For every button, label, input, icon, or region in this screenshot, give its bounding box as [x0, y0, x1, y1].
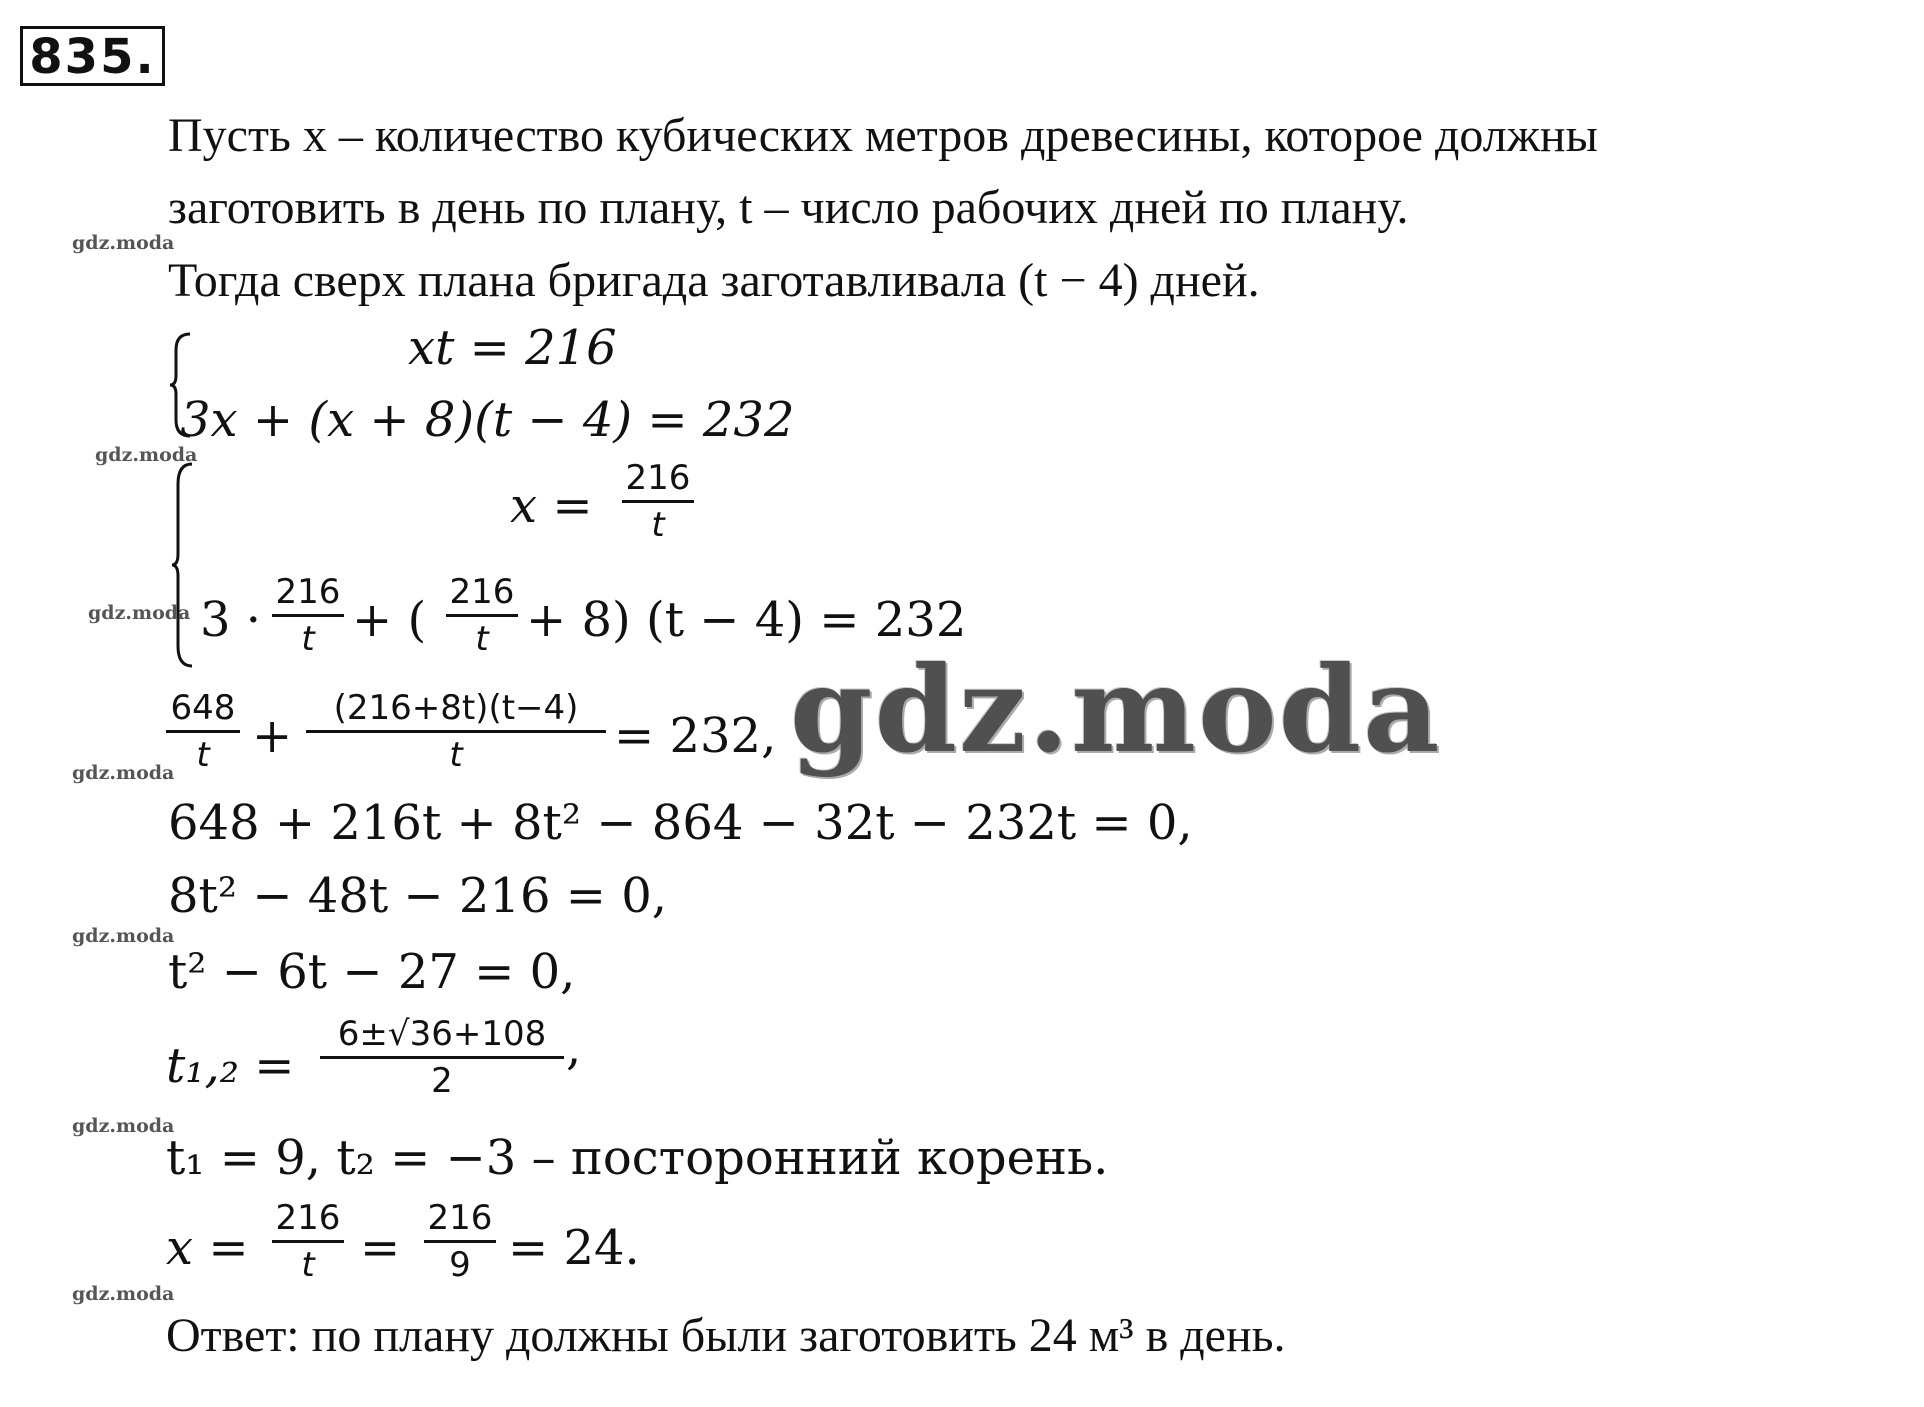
- watermark-small: gdz.moda: [72, 925, 175, 947]
- fraction-denominator: t: [475, 619, 489, 659]
- fraction-denominator: 9: [449, 1245, 471, 1285]
- intro-line-2: заготовить в день по плану, t – число рабочих дней по плану.: [168, 181, 1409, 234]
- roots-fraction: [320, 1014, 564, 1101]
- fraction-denominator: t: [651, 505, 665, 545]
- fraction-denominator: t: [449, 735, 463, 775]
- system1-eq1: xt = 216: [408, 320, 617, 376]
- system2-eq1-fraction: [622, 458, 694, 545]
- step3-fraction1: [166, 688, 240, 775]
- fraction-numerator: 216: [275, 1198, 341, 1238]
- fraction-numerator: 216: [625, 458, 691, 498]
- system2-eq2-fraction2: [446, 572, 518, 659]
- fraction-denominator: t: [196, 735, 210, 775]
- system2-eq2-end: + 8) (t − 4) = 232: [526, 592, 967, 648]
- x-value-eq: =: [360, 1220, 401, 1276]
- x-value-fraction2: [424, 1198, 496, 1285]
- fraction-numerator: (216+8t)(t−4): [333, 688, 579, 728]
- intro-line-1: Пусть x – количество кубических метров древесины, которое должны: [168, 109, 1598, 162]
- fraction-denominator: 2: [431, 1061, 453, 1101]
- system2-eq2-mid: + (: [352, 592, 427, 648]
- step3-rhs: = 232,: [614, 708, 777, 764]
- x-value-lhs: x =: [166, 1220, 249, 1276]
- fraction-numerator: 216: [449, 572, 515, 612]
- system2-eq2-fraction1: [272, 572, 344, 659]
- system2-eq2-coef: 3 ·: [200, 592, 262, 648]
- system2-brace: [170, 460, 194, 670]
- answer: Ответ: по плану должны были заготовить 24 м³ в день.: [166, 1309, 1286, 1362]
- step3-fraction2: [306, 688, 606, 775]
- intro-line-3: Тогда сверх плана бригада заготавливала (t − 4) дней.: [168, 254, 1260, 307]
- problem-number: 835.: [20, 26, 165, 86]
- fraction-denominator: t: [301, 619, 315, 659]
- roots-lhs: t₁,₂ =: [166, 1038, 295, 1094]
- watermark-logo: gdz.moda: [790, 640, 1442, 779]
- step3-plus: +: [252, 708, 293, 764]
- roots-values: t₁ = 9, t₂ = −3 – посторонний корень.: [166, 1130, 1109, 1186]
- system1-eq2: 3x + (x + 8)(t − 4) = 232: [180, 392, 795, 448]
- fraction-numerator: 216: [275, 572, 341, 612]
- system2-eq1-lhs: x =: [510, 478, 593, 534]
- step4: 648 + 216t + 8t² − 864 − 32t − 232t = 0,: [168, 795, 1193, 851]
- fraction-numerator: 648: [170, 688, 236, 728]
- fraction-numerator: 6±√36+108: [337, 1014, 547, 1054]
- watermark-small: gdz.moda: [72, 232, 175, 254]
- step5: 8t² − 48t − 216 = 0,: [168, 868, 668, 924]
- x-value-fraction1: [272, 1198, 344, 1285]
- fraction-denominator: t: [301, 1245, 315, 1285]
- x-value-rhs: = 24.: [508, 1220, 640, 1276]
- watermark-small: gdz.moda: [95, 444, 198, 466]
- roots-comma: ,: [566, 1020, 582, 1076]
- step6: t² − 6t − 27 = 0,: [168, 944, 576, 1000]
- watermark-small: gdz.moda: [72, 1115, 175, 1137]
- watermark-small: gdz.moda: [88, 602, 191, 624]
- fraction-numerator: 216: [427, 1198, 493, 1238]
- watermark-small: gdz.moda: [72, 762, 175, 784]
- watermark-small: gdz.moda: [72, 1283, 175, 1305]
